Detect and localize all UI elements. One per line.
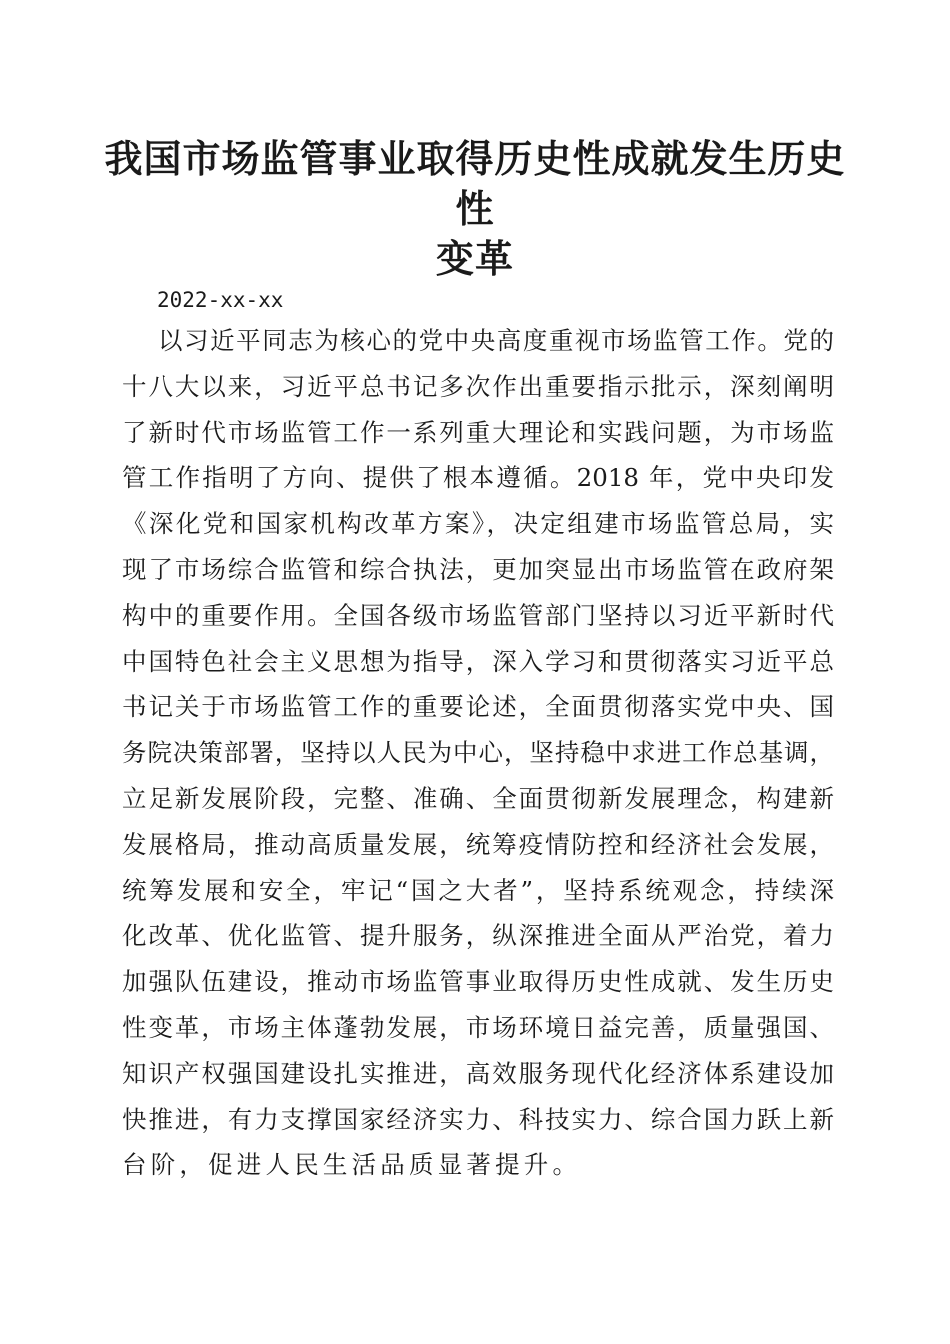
paragraph-line: 构中的重要作用。全国各级市场监管部门坚持以习近平新时代 [122, 600, 834, 630]
paragraph-line: 管工作指明了方向、提供了根本遵循。2018 年，党中央印发 [122, 463, 834, 493]
paragraph-line: 发展格局，推动高质量发展，统筹疫情防控和经济社会发展， [122, 829, 834, 859]
paragraph-line: 快推进，有力支撑国家经济实力、科技实力、综合国力跃上新 [122, 1104, 834, 1134]
paragraph-line: 十八大以来，习近平总书记多次作出重要指示批示，深刻阐明 [122, 371, 834, 401]
paragraph-line: 化改革、优化监管、提升服务，纵深推进全面从严治党，着力 [122, 921, 834, 951]
document-title [100, 134, 850, 284]
paragraph-line: 务院决策部署，坚持以人民为中心，坚持稳中求进工作总基调， [122, 738, 834, 768]
paragraph-line: 立足新发展阶段，完整、准确、全面贯彻新发展理念，构建新 [122, 783, 834, 813]
paragraph-line: 台阶，促进人民生活品质显著提升。 [122, 1150, 582, 1180]
paragraph-line: 性变革，市场主体蓬勃发展，市场环境日益完善，质量强国、 [122, 1012, 834, 1042]
title-line: 变革 [435, 236, 514, 281]
paragraph-line: 以习近平同志为核心的党中央高度重视市场监管工作。党的 [158, 326, 834, 355]
paragraph-line: 书记关于市场监管工作的重要论述，全面贯彻落实党中央、国 [122, 692, 834, 722]
paragraph-line: 中国特色社会主义思想为指导，深入学习和贯彻落实习近平总 [122, 646, 834, 676]
paragraph-line: 《深化党和国家机构改革方案》，决定组建市场监管总局，实 [122, 509, 834, 539]
document-date: 2022-xx-xx [157, 288, 284, 312]
paragraph-line: 加强队伍建设，推动市场监管事业取得历史性成就、发生历史 [122, 967, 834, 997]
paragraph-line: 知识产权强国建设扎实推进，高效服务现代化经济体系建设加 [122, 1058, 834, 1088]
paragraph-line: 统筹发展和安全，牢记“国之大者”，坚持系统观念，持续深 [122, 875, 834, 905]
paragraph-line: 现了市场综合监管和综合执法，更加突显出市场监管在政府架 [122, 554, 834, 584]
title-line: 我国市场监管事业取得历史性成就发生历史性 [104, 136, 846, 231]
body-paragraph [122, 322, 834, 1192]
paragraph-line: 了新时代市场监管工作一系列重大理论和实践问题，为市场监 [122, 417, 834, 447]
